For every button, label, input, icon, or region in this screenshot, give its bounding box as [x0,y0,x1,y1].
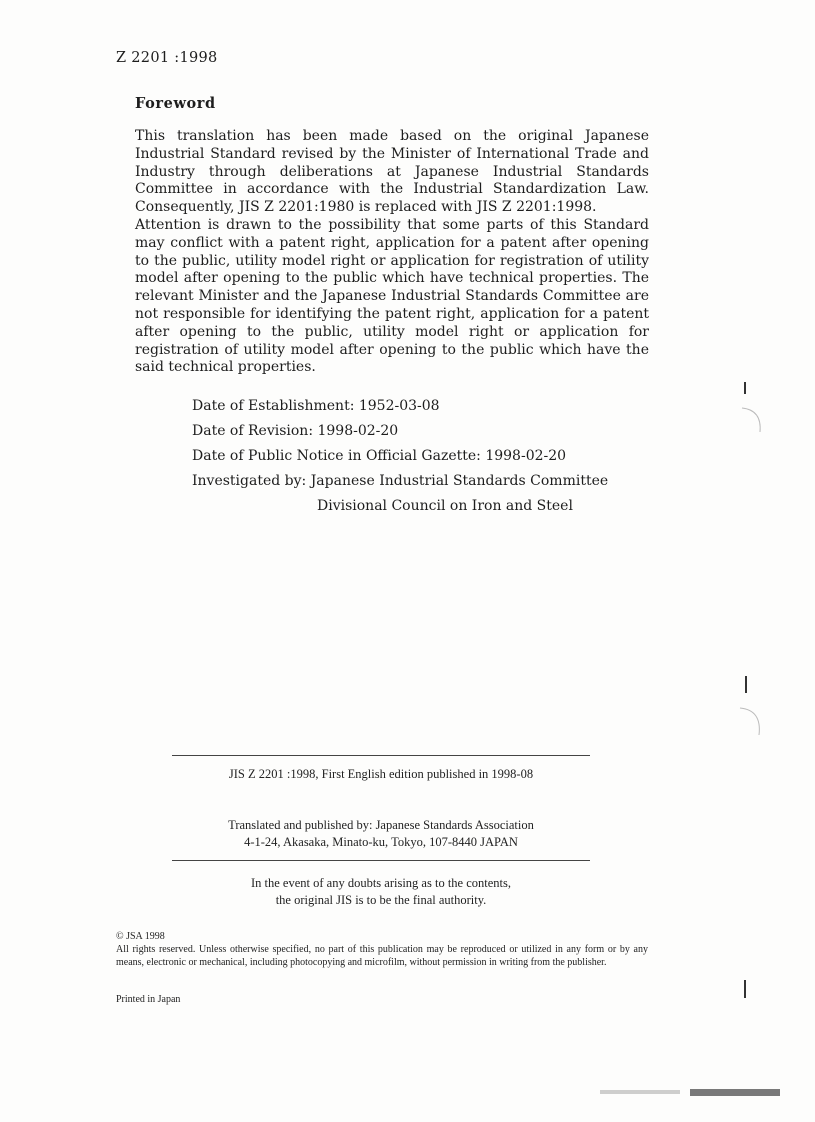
authority-line-1: In the event of any doubts arising as to the contents, [250,876,511,890]
punch-hole-top [742,408,760,432]
authority-notice [172,875,590,909]
foreword-paragraph-1: This translation has been made based on the original Japanese Industrial Standard revised by the Minister of International Trade and Industry through deliberations at Japanese Industrial Standards Committee in accordance with the Industrial Standardization Law. Consequently, JIS Z 2201:1980 is replaced with JIS Z 2201:1998. [135,128,649,216]
divisional-council: Divisional Council on Iron and Steel [317,498,573,514]
publisher-line-1: Translated and published by: Japanese Standards Association [228,818,534,832]
public-notice-date: Date of Public Notice in Official Gazette: 1998-02-20 [192,448,567,464]
publisher-address: 4-1-24, Akasaka, Minato-ku, Tokyo, 107-8440 JAPAN [244,835,518,849]
publisher-block [172,817,590,851]
rights-statement: All rights reserved. Unless otherwise specified, no part of this publication may be reproduced or utilized in any form or by any means, electronic or mechanical, including photocopying and microfilm, without permission in writing from the publisher. [116,944,648,968]
standard-number: Z 2201 :1998 [116,50,218,66]
scan-noise-artifact [600,1090,680,1094]
revision-date: Date of Revision: 1998-02-20 [192,423,399,439]
investigated-by: Investigated by: Japanese Industrial Standards Committee [192,473,609,489]
copyright-block [116,930,648,969]
divider-top [172,755,590,756]
scan-barcode-artifact [690,1089,780,1096]
edition-line: JIS Z 2201 :1998, First English edition published in 1998-08 [228,767,534,781]
authority-line-2: the original JIS is to be the final authority. [275,893,487,907]
printed-in: Printed in Japan [116,994,181,1005]
dates-block [192,394,608,519]
establishment-date: Date of Establishment: 1952-03-08 [192,398,440,414]
foreword-heading: Foreword [135,95,216,112]
foreword-paragraph-2: Attention is drawn to the possibility that some parts of this Standard may conflict with a patent right, application for a patent after opening to the public, utility model right or application for registration of utility model after opening to the public which have technical properties. The relevant Minister and the Japanese Industrial Standards Committee are not responsible for identifying the patent right, application for a patent after opening to the public, utility model right or application for registration of utility model after opening to the public which have the said technical properties. [135,216,649,376]
foreword-body [135,128,649,377]
copyright-line: © JSA 1998 [116,931,165,942]
punch-hole-middle [740,708,759,735]
divider-bottom [172,860,590,861]
